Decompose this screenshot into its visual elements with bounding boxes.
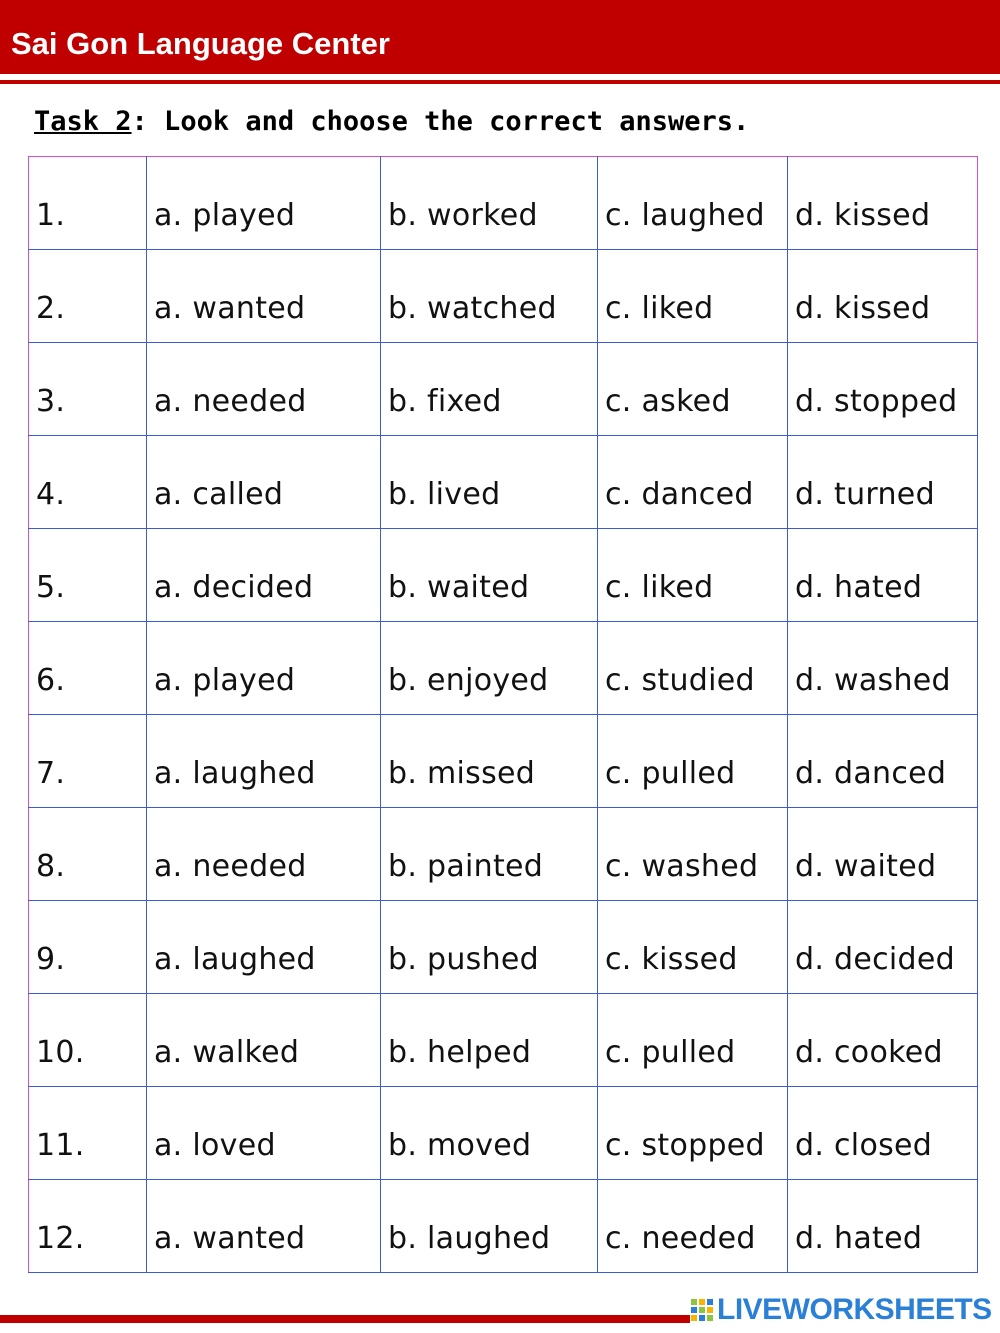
option-text: d. decided <box>795 941 955 977</box>
question-number-text: 10. <box>36 1034 85 1070</box>
option-text: a. wanted <box>154 290 306 326</box>
option-a <box>147 1087 381 1180</box>
option-d <box>788 157 978 250</box>
option-b <box>381 715 598 808</box>
question-number <box>29 529 147 622</box>
question-row <box>29 529 978 622</box>
option-text: d. kissed <box>795 290 931 326</box>
question-number <box>29 622 147 715</box>
question-number <box>29 157 147 250</box>
option-text: c. kissed <box>605 941 738 977</box>
option-d <box>788 622 978 715</box>
question-number-text: 7. <box>36 755 66 791</box>
question-row <box>29 901 978 994</box>
option-d <box>788 529 978 622</box>
option-d <box>788 715 978 808</box>
option-text: b. missed <box>388 755 536 791</box>
option-text: c. liked <box>605 290 714 326</box>
option-c <box>598 250 788 343</box>
option-c <box>598 715 788 808</box>
question-number <box>29 808 147 901</box>
option-text: d. stopped <box>795 383 958 419</box>
question-number <box>29 436 147 529</box>
option-text: a. laughed <box>154 941 316 977</box>
question-number <box>29 901 147 994</box>
option-b <box>381 994 598 1087</box>
option-text: c. asked <box>605 383 731 419</box>
option-text: b. fixed <box>388 383 502 419</box>
option-c <box>598 1180 788 1273</box>
option-c <box>598 436 788 529</box>
question-number <box>29 994 147 1087</box>
header-divider <box>0 80 1000 84</box>
question-number <box>29 343 147 436</box>
option-d <box>788 808 978 901</box>
option-a <box>147 1180 381 1273</box>
option-text: b. enjoyed <box>388 662 549 698</box>
question-number <box>29 1180 147 1273</box>
option-text: c. stopped <box>605 1127 765 1163</box>
question-row <box>29 808 978 901</box>
option-a <box>147 436 381 529</box>
option-c <box>598 622 788 715</box>
option-text: d. closed <box>795 1127 933 1163</box>
option-b <box>381 1180 598 1273</box>
question-number <box>29 1087 147 1180</box>
option-text: d. washed <box>795 662 951 698</box>
question-row <box>29 343 978 436</box>
question-number-text: 11. <box>36 1127 85 1163</box>
option-a <box>147 994 381 1087</box>
option-b <box>381 1087 598 1180</box>
option-c <box>598 343 788 436</box>
option-text: a. needed <box>154 848 307 884</box>
option-text: a. loved <box>154 1127 276 1163</box>
question-number-text: 12. <box>36 1220 85 1256</box>
option-text: a. walked <box>154 1034 300 1070</box>
liveworksheets-logo-icon <box>690 1297 714 1323</box>
option-c <box>598 157 788 250</box>
option-text: c. laughed <box>605 197 765 233</box>
option-text: d. hated <box>795 1220 923 1256</box>
option-text: d. cooked <box>795 1034 943 1070</box>
option-text: a. needed <box>154 383 307 419</box>
option-c <box>598 901 788 994</box>
question-number-text: 3. <box>36 383 66 419</box>
header-title: Sai Gon Language Center <box>11 26 390 61</box>
option-text: b. waited <box>388 569 530 605</box>
question-number-text: 4. <box>36 476 66 512</box>
option-b <box>381 622 598 715</box>
option-text: c. needed <box>605 1220 756 1256</box>
option-text: b. pushed <box>388 941 540 977</box>
question-number-text: 9. <box>36 941 66 977</box>
option-text: c. liked <box>605 569 714 605</box>
option-text: b. lived <box>388 476 501 512</box>
option-d <box>788 1087 978 1180</box>
option-c <box>598 808 788 901</box>
option-d <box>788 1180 978 1273</box>
option-a <box>147 622 381 715</box>
option-text: b. moved <box>388 1127 532 1163</box>
question-number <box>29 250 147 343</box>
option-d <box>788 343 978 436</box>
option-a <box>147 157 381 250</box>
option-c <box>598 994 788 1087</box>
option-b <box>381 529 598 622</box>
option-d <box>788 436 978 529</box>
option-text: b. helped <box>388 1034 532 1070</box>
option-text: d. danced <box>795 755 947 791</box>
question-row <box>29 1087 978 1180</box>
option-text: b. laughed <box>388 1220 551 1256</box>
question-number-text: 8. <box>36 848 66 884</box>
option-b <box>381 901 598 994</box>
question-row <box>29 1180 978 1273</box>
option-b <box>381 808 598 901</box>
option-b <box>381 250 598 343</box>
option-text: b. painted <box>388 848 544 884</box>
option-a <box>147 529 381 622</box>
option-text: c. studied <box>605 662 755 698</box>
option-text: c. pulled <box>605 755 736 791</box>
option-d <box>788 901 978 994</box>
question-number-text: 6. <box>36 662 66 698</box>
question-row <box>29 622 978 715</box>
task-heading <box>34 104 749 140</box>
option-a <box>147 901 381 994</box>
option-text: b. worked <box>388 197 538 233</box>
option-b <box>381 343 598 436</box>
option-a <box>147 250 381 343</box>
option-c <box>598 529 788 622</box>
question-number <box>29 715 147 808</box>
option-text: a. wanted <box>154 1220 306 1256</box>
option-text: a. laughed <box>154 755 316 791</box>
question-number-text: 5. <box>36 569 66 605</box>
option-text: d. turned <box>795 476 935 512</box>
option-b <box>381 157 598 250</box>
question-number-text: 2. <box>36 290 66 326</box>
option-a <box>147 808 381 901</box>
option-a <box>147 715 381 808</box>
option-text: d. waited <box>795 848 937 884</box>
option-text: d. hated <box>795 569 923 605</box>
option-d <box>788 250 978 343</box>
option-text: a. called <box>154 476 284 512</box>
option-text: a. decided <box>154 569 314 605</box>
answer-table <box>28 156 978 1273</box>
option-text: c. washed <box>605 848 759 884</box>
option-a <box>147 343 381 436</box>
question-row <box>29 250 978 343</box>
option-d <box>788 994 978 1087</box>
option-b <box>381 436 598 529</box>
task-label: Task 2 <box>34 106 132 137</box>
option-text: b. watched <box>388 290 557 326</box>
option-text: c. pulled <box>605 1034 736 1070</box>
question-row <box>29 994 978 1087</box>
task-instruction: : Look and choose the correct answers. <box>131 106 750 137</box>
brand-logo <box>690 1293 1000 1327</box>
question-row <box>29 715 978 808</box>
option-text: d. kissed <box>795 197 931 233</box>
question-row <box>29 157 978 250</box>
question-row <box>29 436 978 529</box>
option-text: c. danced <box>605 476 754 512</box>
option-text: a. played <box>154 662 296 698</box>
brand-name: LIVEWORKSHEETS <box>717 1293 992 1326</box>
option-text: a. played <box>154 197 296 233</box>
question-number-text: 1. <box>36 197 66 233</box>
header-bar <box>0 0 1000 74</box>
option-c <box>598 1087 788 1180</box>
